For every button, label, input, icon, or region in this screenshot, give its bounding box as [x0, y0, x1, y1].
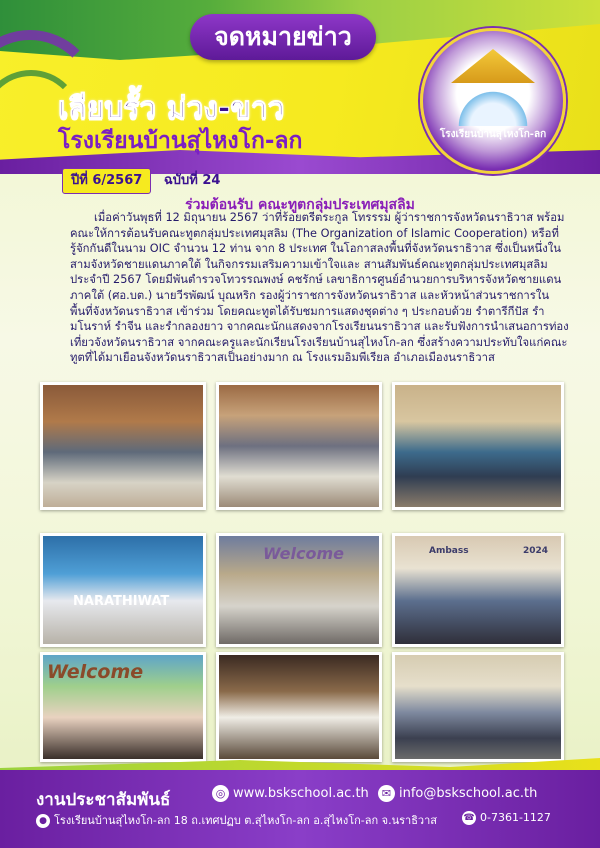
issue-info	[62, 168, 228, 192]
email-text[interactable]: info@bskschool.ac.th	[399, 786, 538, 801]
globe-icon: ◎	[212, 785, 229, 802]
photo-8	[216, 652, 382, 762]
issue-year: ปีที่ 6/2567	[62, 168, 151, 194]
newsletter-badge: จดหมายข่าว	[190, 14, 376, 60]
photo-banner-ambassador: Ambass	[429, 546, 469, 556]
photo-banner-welcome: Welcome	[263, 544, 344, 563]
photo-4	[40, 533, 206, 647]
email-link[interactable]	[378, 785, 537, 803]
photo-6	[392, 533, 564, 647]
phone[interactable]	[462, 811, 551, 825]
article-headline: ร่วมต้อนรับ คณะทูตกลุ่มประเทศมุสลิม	[185, 197, 415, 213]
location-pin-icon: ●	[36, 814, 50, 828]
photo-banner-year: 2024	[523, 546, 549, 556]
photo-3	[392, 382, 564, 510]
pr-unit: งานประชาสัมพันธ์	[36, 790, 171, 810]
photo-banner-narathiwat: NARATHIWAT	[73, 594, 170, 609]
phone-text[interactable]: 0-7361-1127	[480, 811, 551, 824]
logo-roof-icon	[451, 49, 535, 83]
newsletter-title: เลียบรั้ว ม่วง-ขาว	[58, 91, 285, 126]
website-text[interactable]: www.bskschool.ac.th	[233, 786, 369, 801]
article-body: เมื่อค่าวันพุธที่ 12 มิถุนายน 2567 ว่าที่ร้อยตรีตระกูล โทรรรม ผู้ว่าราชการจังหวัดนราธิวาส พร้อมคณะให้การต้อนรับคณะทูตกลุ่มประเทศมุสลิม (The Organization of Islamic Cooperation) หรือที่รู้จักกันดีในนาม OIC จำนวน 12 ท่าน จาก 8 ประเทศ ในโอกาสลงพื้นที่จังหวัดนราธิวาส ซึ่งเป็นหนึ่งในสามจังหวัดชายแดนภาคใต้ ในกิจกรรมเสริมความเข้าใจและ สานสัมพันธ์คณะทูตกลุ่มประเทศมุสลิม ประจำปี 2567 โดยมีพันตำรวจโทวรรณพงษ์ คชรักษ์ เลขาธิการศูนย์อำนวยการบริหารจังหวัดชายแดนภาคใต้ (ศอ.บต.) นายวีรพัฒน์ บุณหริก รองผู้ว่าราชการจังหวัดนราธิวาส และหัวหน้าส่วนราชการในพื้นที่จังหวัดนราธิวาส เข้าร่วม โดยคณะทูตได้รับชมการแสดงชุดต่าง ๆ ประกอบด้วย รำตารีกีปัส รำมโนราห์ รำจีน และรำกลองยาว จากคณะนักแสดงจากโรงเรียนนราธิวาส และรับฟังการนำเสนอการท่องเที่ยวจังหวัดนราธิวาส จากคณะครูและนักเรียนโรงเรียนบ้านสุไหงโก-ลก ซึ่งสร้างความประทับใจแก่คณะทูตที่ได้มาเยือนจังหวัดนราธิวาสเป็นอย่างมาก ณ โรงแรมอิมพีเรียล อำเภอเมืองนราธิวาส	[70, 211, 569, 365]
photo-2	[216, 382, 382, 510]
address	[36, 811, 437, 829]
mail-icon: ✉	[378, 785, 395, 802]
photo-7	[40, 652, 206, 762]
logo-text: โรงเรียนบ้านสุไหงโก-ลก	[439, 129, 547, 140]
photo-5	[216, 533, 382, 647]
school-name: โรงเรียนบ้านสุไหงโก-ลก	[58, 128, 303, 154]
issue-number: ฉบับที่ 24	[163, 173, 221, 188]
school-logo	[420, 28, 566, 174]
photo-banner-welcome-large: Welcome	[47, 661, 144, 683]
photo-1	[40, 382, 206, 510]
address-text: โรงเรียนบ้านสุไหงโก-ลก 18 ถ.เทศปฏบ ต.สุไหงโก-ลก อ.สุไหงโก-ลก จ.นราธิวาส	[54, 814, 437, 827]
photo-9	[392, 652, 564, 762]
logo-lotus-icon	[453, 86, 533, 126]
website-link[interactable]	[212, 785, 369, 803]
phone-icon: ☎	[463, 813, 475, 823]
